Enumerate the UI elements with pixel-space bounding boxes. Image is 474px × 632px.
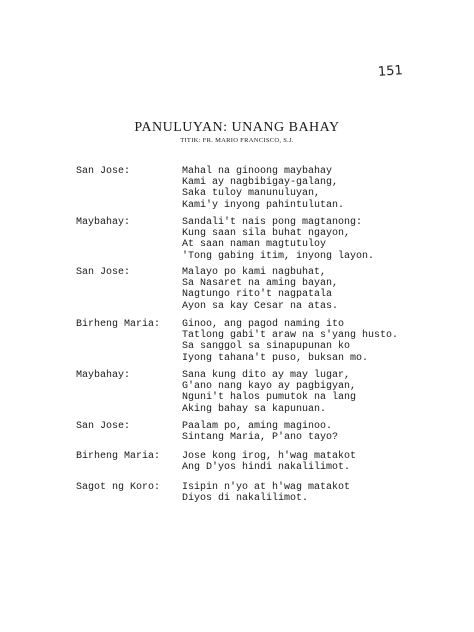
verse-line: Mahal na ginoong maybahay bbox=[182, 166, 333, 177]
stanza-lines bbox=[182, 319, 398, 364]
verse-line: At saan naman magtutuloy bbox=[182, 239, 327, 251]
verse-line: 'Tong gabing itim, inyong layon. bbox=[182, 250, 375, 262]
verse-line: Sintang Maria, P'ano tayo? bbox=[182, 432, 339, 444]
stanza-lines bbox=[182, 166, 344, 211]
verse-line: Ang D'yos hindi nakalilimot. bbox=[182, 462, 351, 474]
stanza-lines bbox=[182, 370, 356, 415]
speaker-label: Birheng Maria: bbox=[76, 451, 161, 462]
verse-line: Sa sanggol sa sinapupunan ko bbox=[182, 341, 351, 353]
verse-line: Ginoo, ang pagod naming ito bbox=[182, 319, 345, 330]
stanza-lines bbox=[182, 482, 350, 504]
stanza-lines bbox=[182, 451, 356, 473]
verse-line: Saka tuloy manunuluyan, bbox=[182, 188, 321, 200]
verse-line: Sandali't nais pong magtanong: bbox=[182, 217, 363, 228]
verse-line: Iyong tahana't puso, buksan mo. bbox=[182, 352, 369, 364]
verse-line: Tatlong gabi't araw na s'yang husto. bbox=[182, 330, 399, 342]
speaker-label: Maybahay: bbox=[76, 370, 131, 381]
verse-line: Isipin n'yo at h'wag matakot bbox=[182, 482, 351, 493]
page-number: 151 bbox=[377, 63, 404, 80]
verse-line: Diyos di nakalilimot. bbox=[182, 493, 309, 505]
verse-line: Malayo po kami nagbuhat, bbox=[182, 267, 327, 278]
speaker-label: Sagot ng Koro: bbox=[76, 482, 161, 493]
stanza-lines bbox=[182, 217, 374, 262]
speaker-label: Birheng Maria: bbox=[76, 319, 161, 330]
stanza-lines bbox=[182, 267, 338, 312]
speaker-label: San Jose: bbox=[76, 166, 131, 177]
verse-line: Paalam po, aming maginoo. bbox=[182, 421, 333, 432]
verse-line: Nagtungo rito't nagpatala bbox=[182, 289, 333, 301]
verse-line: Sana kung dito ay may lugar, bbox=[182, 370, 351, 381]
verse-line: Ayon sa kay Cesar na atas. bbox=[182, 300, 339, 312]
verse-line: Aking bahay sa kapunuan. bbox=[182, 403, 327, 415]
verse-line: Nguni't halos pumutok na lang bbox=[182, 392, 357, 404]
verse-line: Kami'y inyong pahintulutan. bbox=[182, 199, 345, 211]
page-title: PANULUYAN: UNANG BAHAY bbox=[134, 120, 340, 135]
page-subtitle: TITIK: FR. MARIO FRANCISCO, S.J. bbox=[180, 137, 294, 144]
verse-line: Kung saan sila buhat ngayon, bbox=[182, 228, 351, 240]
verse-line: G'ano nang kayo ay pagbigyan, bbox=[182, 381, 357, 393]
verse-line: Kami ay nagbibigay-galang, bbox=[182, 177, 339, 189]
speaker-label: San Jose: bbox=[76, 421, 131, 432]
speaker-label: Maybahay: bbox=[76, 217, 131, 228]
verse-line: Jose kong irog, h'wag matakot bbox=[182, 451, 357, 462]
verse-line: Sa Nasaret na aming bayan, bbox=[182, 278, 339, 290]
speaker-label: San Jose: bbox=[76, 267, 131, 278]
stanza-lines bbox=[182, 421, 338, 443]
